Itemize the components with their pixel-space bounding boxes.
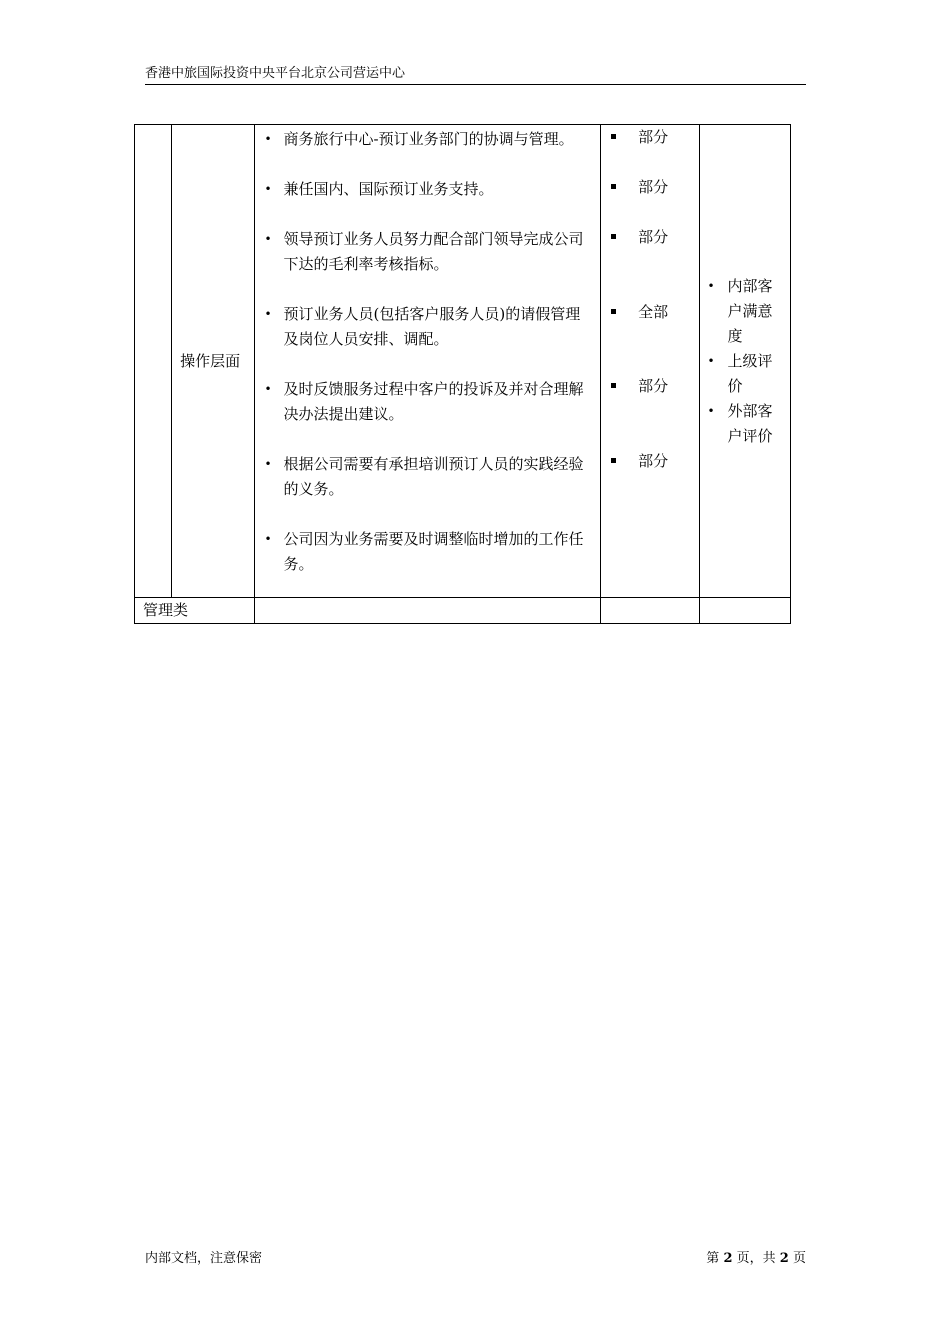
management-label: 管理类 bbox=[143, 601, 189, 619]
footer-page-number: 第 2 页，共 2 页 bbox=[706, 1251, 806, 1266]
list-item: • 外部客户评价 bbox=[708, 399, 784, 449]
list-item: • 预订业务人员(包括客户服务人员)的请假管理及岗位人员安排、调配。 bbox=[265, 302, 593, 352]
evaluation-cell bbox=[699, 125, 790, 598]
square-bullet-icon bbox=[611, 184, 616, 189]
level-cell bbox=[172, 125, 254, 598]
bullet-icon: • bbox=[707, 278, 715, 293]
scope-item: 全部 bbox=[611, 300, 668, 325]
scope-item: 部分 bbox=[611, 449, 668, 474]
list-item: • 公司因为业务需要及时调整临时增加的工作任务。 bbox=[265, 527, 593, 577]
scope-item: 部分 bbox=[611, 225, 668, 250]
bullet-icon: • bbox=[264, 132, 272, 146]
page-header bbox=[145, 66, 806, 85]
header-title: 香港中旅国际投资中央平台北京公司营运中心 bbox=[145, 66, 406, 81]
empty-cell bbox=[699, 598, 790, 624]
square-bullet-icon bbox=[611, 383, 616, 388]
empty-cell bbox=[254, 598, 601, 624]
duty-list bbox=[255, 125, 601, 579]
list-item: • 及时反馈服务过程中客户的投诉及并对合理解决办法提出建议。 bbox=[265, 377, 593, 427]
scope-item: 部分 bbox=[611, 374, 668, 399]
square-bullet-icon bbox=[611, 234, 616, 239]
footer-confidential-note: 内部文档，注意保密 bbox=[145, 1251, 263, 1266]
bullet-icon: • bbox=[264, 457, 272, 471]
table-row-operation bbox=[135, 125, 791, 598]
square-bullet-icon bbox=[611, 458, 616, 463]
list-item: • 商务旅行中心-预订业务部门的协调与管理。 bbox=[265, 127, 593, 152]
bullet-icon: • bbox=[264, 232, 272, 246]
scope-cell bbox=[601, 125, 699, 598]
list-item: • 兼任国内、国际预订业务支持。 bbox=[265, 177, 593, 202]
scope-item: 部分 bbox=[611, 125, 668, 150]
bullet-icon: • bbox=[707, 403, 715, 418]
bullet-icon: • bbox=[264, 532, 272, 546]
list-item: • 根据公司需要有承担培训预订人员的实践经验的义务。 bbox=[265, 452, 593, 502]
square-bullet-icon bbox=[611, 134, 616, 139]
category-cell bbox=[135, 125, 172, 598]
management-label-cell bbox=[135, 598, 255, 624]
job-duty-table bbox=[134, 124, 791, 624]
list-item: • 内部客户满意度 bbox=[708, 274, 784, 349]
square-bullet-icon bbox=[611, 309, 616, 314]
evaluation-list bbox=[700, 274, 790, 449]
bullet-icon: • bbox=[264, 182, 272, 196]
empty-cell bbox=[601, 598, 699, 624]
bullet-icon: • bbox=[264, 307, 272, 321]
bullet-icon: • bbox=[707, 353, 715, 368]
level-label: 操作层面 bbox=[180, 351, 241, 370]
list-item: • 领导预订业务人员努力配合部门领导完成公司下达的毛利率考核指标。 bbox=[265, 227, 593, 277]
scope-item: 部分 bbox=[611, 175, 668, 200]
table-row-management bbox=[135, 598, 791, 624]
duties-cell bbox=[254, 125, 601, 598]
list-item: • 上级评价 bbox=[708, 349, 784, 399]
bullet-icon: • bbox=[264, 382, 272, 396]
